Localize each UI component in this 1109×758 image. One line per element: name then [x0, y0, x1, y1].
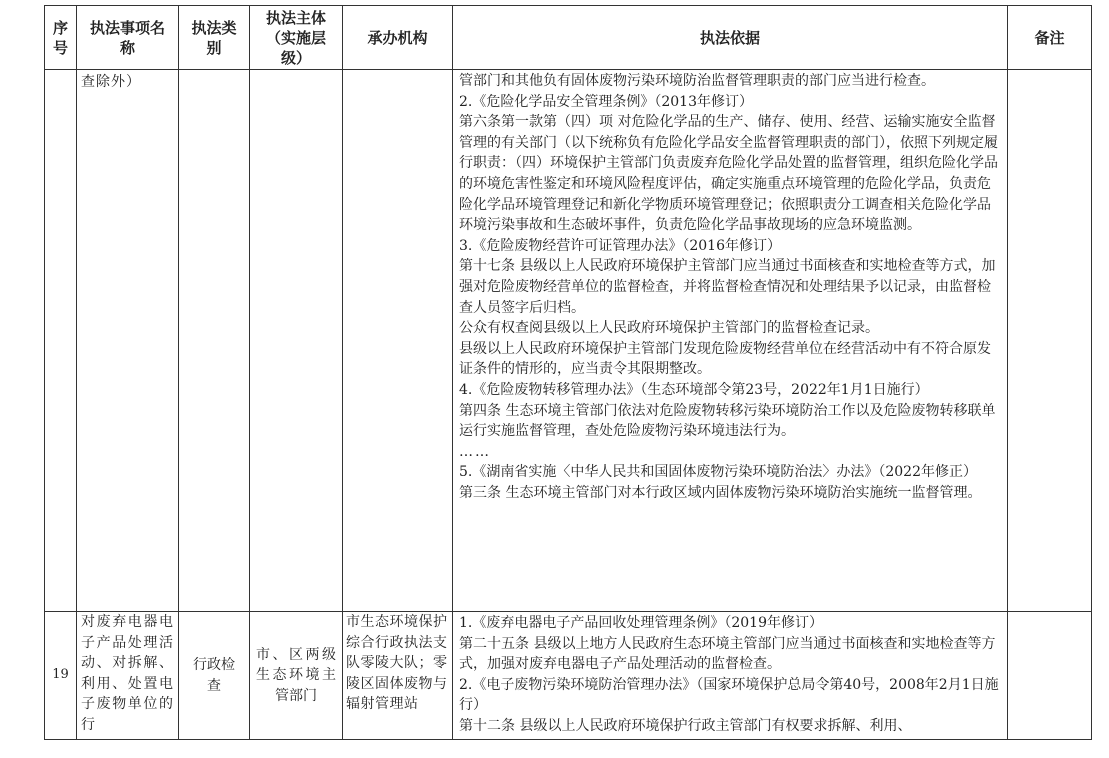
- basis-paragraph: 5.《湖南省实施〈中华人民共和国固体废物污染环境防治法〉办法》（2022年修正）: [459, 464, 977, 481]
- basis-paragraph: 2.《危险化学品安全管理条例》（2013年修订）: [459, 93, 753, 110]
- header-row: [45, 6, 1092, 70]
- cell-agency-19: 市生态环境保护综合行政执法支队零陵大队；零陵区固体废物与辐射管理站: [343, 612, 453, 740]
- header-category: 执法类别: [179, 6, 250, 70]
- enforcement-table: [44, 5, 1092, 740]
- cell-no-cont: [45, 70, 77, 612]
- table-row-19: [45, 612, 1092, 740]
- basis-paragraph: 第二十五条 县级以上地方人民政府生态环境主管部门应当通过书面核查和实地检查等方式，加强对废弃电器电子产品处理活动的监督检查。: [459, 635, 996, 673]
- cell-basis-cont: [453, 70, 1008, 612]
- basis-paragraph: 第十七条 县级以上人民政府环境保护主管部门应当通过书面核查和实地检查等方式，加强对危险废物经营单位的监督检查，并将监督检查情况和处理结果予以记录，由监督检查人员签字后归档。: [459, 258, 996, 316]
- cell-agency-cont: [343, 70, 453, 612]
- basis-paragraph: 3.《危险废物经营许可证管理办法》（2016年修订）: [459, 237, 781, 254]
- cell-basis-19: [453, 612, 1008, 740]
- basis-ellipsis: ……: [459, 443, 491, 460]
- cell-remark-19: [1008, 612, 1092, 740]
- basis-paragraph: 4.《危险废物转移管理办法》（生态环境部令第23号，2022年1月1日施行）: [459, 381, 929, 398]
- cell-item-name-cont: 查除外）: [77, 70, 179, 612]
- basis-paragraph: 公众有权查阅县级以上人民政府环境保护主管部门的监督检查记录。: [459, 320, 879, 337]
- cell-category-cont: [179, 70, 250, 612]
- cell-no-19: 19: [45, 612, 77, 740]
- basis-paragraph: 1.《废弃电器电子产品回收处理管理条例》（2019年修订）: [459, 615, 823, 631]
- cell-category-19: 行政检查: [179, 612, 250, 740]
- basis-paragraph: 县级以上人民政府环境保护主管部门发现危险废物经营单位在经营活动中有不符合原发证条件的情形的，应当责令其限期整改。: [459, 340, 991, 378]
- header-no: 序号: [45, 6, 77, 70]
- basis-paragraph: 第六条第一款第（四）项 对危险化学品的生产、储存、使用、经营、运输实施安全监督管理的有关部门（以下统称负有危险化学品安全监督管理职责的部门），依照下列规定履行职责：（四）环境保护主管部门负责废弃危险化学品处置的监督管理，组织危险化学品的环境危害性鉴定和环境风险程度评估，确定实施重点环境管理的危险化学品，负责危险化学品环境管理登记和新化学物质环境管理登记；依照职责分工调查相关危险化学品环境污染事故和生态破坏事件，负责危险化学品事故现场的应急环境监测。: [459, 114, 998, 234]
- basis-paragraph: 管部门和其他负有固体废物污染环境防治监督管理职责的部门应当进行检查。: [459, 73, 935, 89]
- basis-paragraph: 第四条 生态环境主管部门依法对危险废物转移污染环境防治工作以及危险废物转移联单运行实施监督管理，查处危险废物污染环境违法行为。: [459, 402, 996, 440]
- cell-subject-cont: [250, 70, 343, 612]
- cell-remark-cont: [1008, 70, 1092, 612]
- basis-paragraph: 第三条 生态环境主管部门对本行政区域内固体废物污染环境防治实施统一监督管理。: [459, 484, 982, 501]
- header-subject: 执法主体（实施层级）: [250, 6, 343, 70]
- cell-item-name-19: 对废弃电器电子产品处理活动、对拆解、利用、处置电子废物单位的行: [77, 612, 179, 740]
- table-row-continued: [45, 70, 1092, 612]
- basis-paragraph: 2.《电子废物污染环境防治管理办法》（国家环境保护总局令第40号，2008年2月1日施行）: [459, 676, 999, 714]
- header-agency: 承办机构: [343, 6, 453, 70]
- header-basis: 执法依据: [453, 6, 1008, 70]
- header-item-name: 执法事项名称: [77, 6, 179, 70]
- basis-paragraph: 第十二条 县级以上人民政府环境保护行政主管部门有权要求拆解、利用、: [459, 717, 912, 734]
- cell-subject-19: 市、区两级生态环境主管部门: [250, 612, 343, 740]
- header-remark: 备注: [1008, 6, 1092, 70]
